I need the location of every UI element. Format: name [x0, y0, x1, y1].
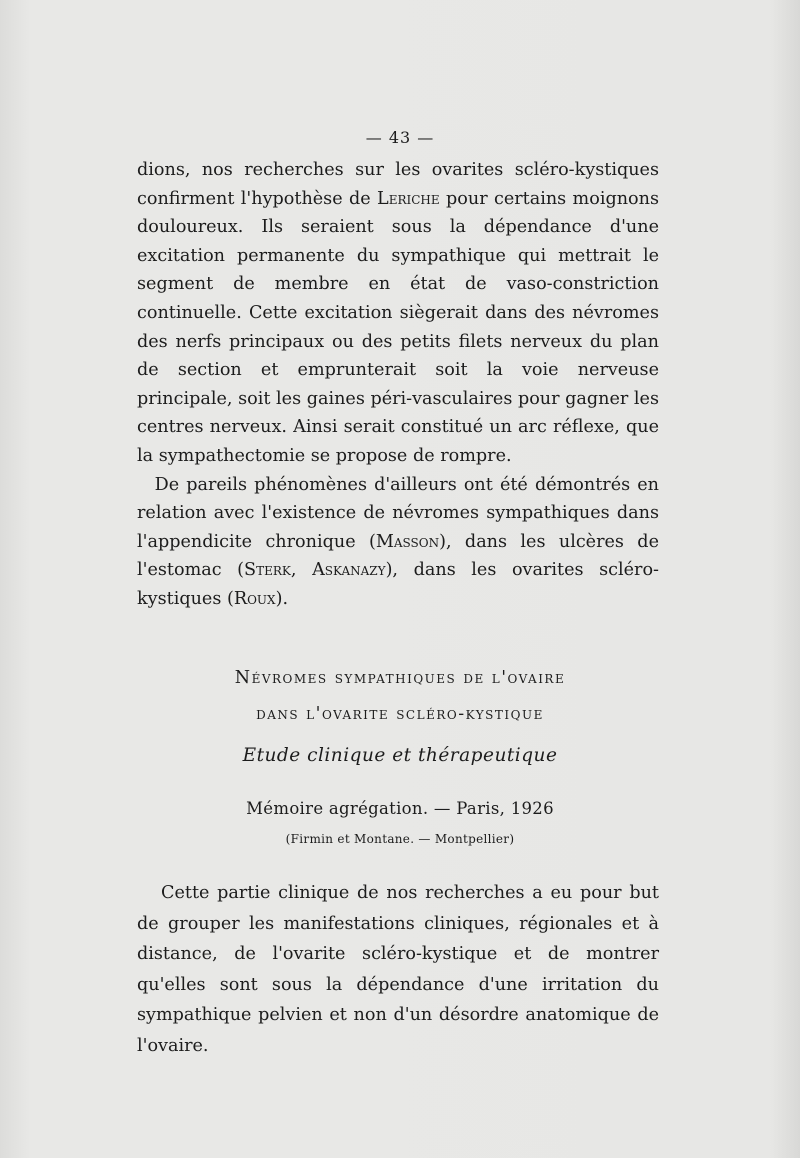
- section-subtitle: Etude clinique et thérapeutique: [242, 745, 558, 766]
- page-number: — 43 —: [365, 128, 435, 147]
- author-askanazy: Askanazy: [312, 560, 386, 581]
- paragraph-2-text-c: ), dans les ovarites scléro-kystiques (: [137, 560, 659, 609]
- paragraph-3: Cette partie clinique de nos recherches a eu pour but de grouper les manifestations cliniques, régionales et à distance, de l'ovarite scléro-kystique et de montrer qu'elles sont sous la dépendance d'une irritation du sympathique pelvien et non d'un désordre anatomique de l'ovaire.: [137, 883, 659, 1056]
- paragraph-2-sep: ,: [290, 560, 313, 581]
- section-title-line-2: dans l'ovarite scléro-kystique: [256, 704, 544, 724]
- publisher-reference: (Firmin et Montane. — Montpellier): [285, 832, 515, 846]
- paragraph-2: [137, 475, 659, 609]
- author-sterk: Sterk: [244, 560, 291, 581]
- author-leriche: Leriche: [377, 188, 440, 209]
- paragraph-2-text-b: ), dans les ulcères de l'estomac (: [137, 531, 659, 581]
- paragraph-1-text-b: pour certains moignons douloureux. Ils seraient sous la dépendance d'une excitation permanente du sympathique qui mettrait le segment de membre en état de vaso-constriction continuelle. Cette excitation siègerait dans des névromes des nerfs principaux ou des petits filets nerveux du plan de section et emprunterait soit la voie nerveuse principale, soit les gaines péri-vasculaires pour gagner les centres nerveux. Ainsi serait constitué un arc réflexe, que la sympathectomie se propose de rompre.: [137, 188, 660, 466]
- paragraph-2-text-a: De pareils phénomènes d'ailleurs ont été démontrés en relation avec l'existence de névromes sympathiques dans l'appendicite chronique (: [137, 474, 659, 552]
- author-roux: Roux: [233, 588, 276, 609]
- paragraph-2-text-d: ).: [275, 588, 289, 609]
- paragraph-1-text-a: dions, nos recherches sur les ovarites scléro-kystiques confirment l'hypothèse de: [137, 160, 659, 209]
- author-masson: Masson: [375, 531, 440, 552]
- section-title-line-1: Névromes sympathiques de l'ovaire: [234, 668, 566, 688]
- paragraph-1: [137, 156, 659, 614]
- memoire-reference: Mémoire agrégation. — Paris, 1926: [246, 799, 554, 818]
